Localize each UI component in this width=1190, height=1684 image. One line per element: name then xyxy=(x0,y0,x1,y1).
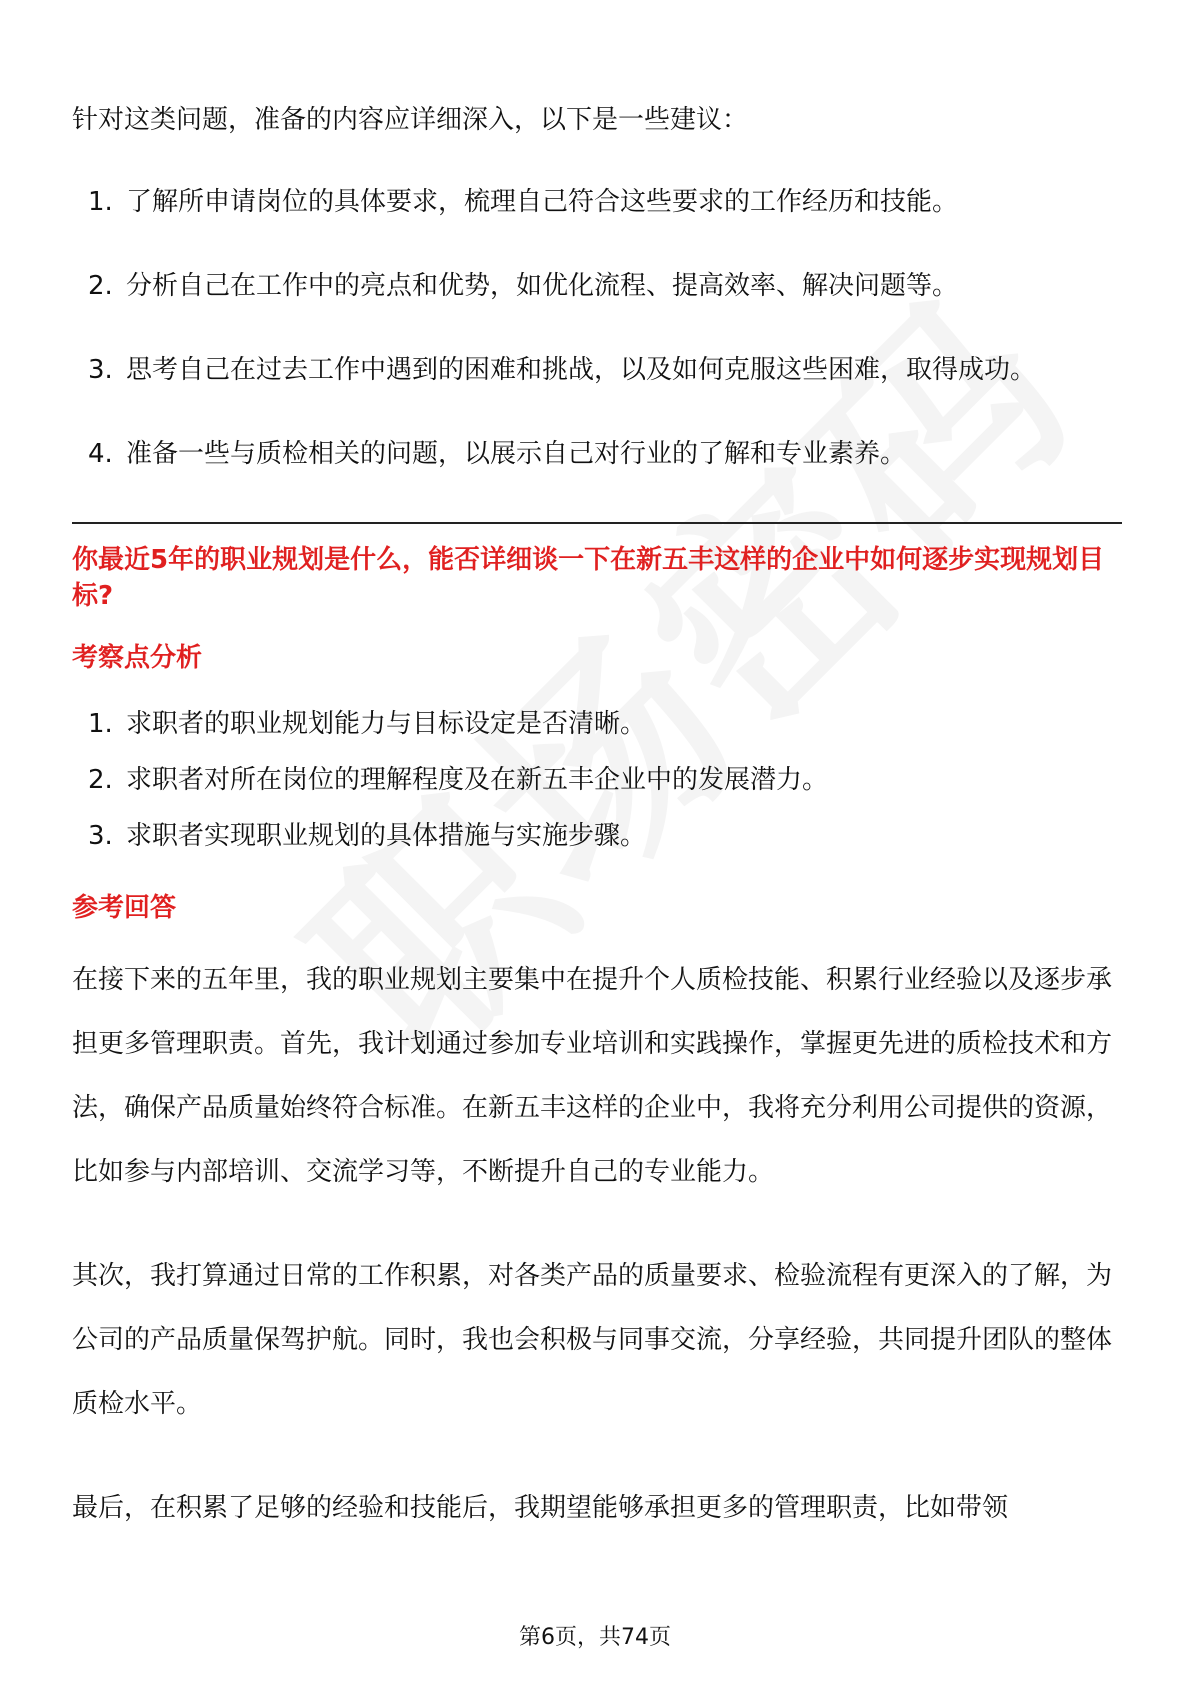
list-item-text: 了解所申请岗位的具体要求，梳理自己符合这些要求的工作经历和技能。 xyxy=(126,187,959,217)
analysis-list xyxy=(72,696,1122,864)
list-number: 3. xyxy=(88,821,113,851)
page-footer: 第6页，共74页 xyxy=(519,1625,671,1650)
list-number: 3. xyxy=(88,355,113,385)
list-item xyxy=(72,752,1122,808)
list-item xyxy=(72,424,1122,484)
answer-paragraph: 最后，在积累了足够的经验和技能后，我期望能够承担更多的管理职责，比如带领 xyxy=(72,1493,1009,1523)
list-number: 2. xyxy=(88,271,113,301)
list-item xyxy=(72,172,1122,232)
list-item-text: 分析自己在工作中的亮点和优势，如优化流程、提高效率、解决问题等。 xyxy=(126,271,959,301)
analysis-heading: 考察点分析 xyxy=(72,643,203,673)
list-item xyxy=(72,340,1122,400)
page-content xyxy=(72,88,1122,1580)
list-item-text: 求职者对所在岗位的理解程度及在新五丰企业中的发展潜力。 xyxy=(126,765,829,795)
list-number: 1. xyxy=(88,709,113,739)
answer-paragraph: 其次，我打算通过日常的工作积累，对各类产品的质量要求、检验流程有更深入的了解，为公司的产品质量保驾护航。同时，我也会积极与同事交流，分享经验，共同提升团队的整体质检水平。 xyxy=(72,1261,1113,1419)
question-heading: 你最近5年的职业规划是什么，能否详细谈一下在新五丰这样的企业中如何逐步实现规划目标? xyxy=(72,545,1105,611)
answer-paragraph: 在接下来的五年里，我的职业规划主要集中在提升个人质检技能、积累行业经验以及逐步承担更多管理职责。首先，我计划通过参加专业培训和实践操作，掌握更先进的质检技术和方法，确保产品质量始终符合标准。在新五丰这样的企业中，我将充分利用公司提供的资源，比如参与内部培训、交流学习等，不断提升自己的专业能力。 xyxy=(72,965,1113,1187)
list-item xyxy=(72,696,1122,752)
intro-paragraph: 针对这类问题，准备的内容应详细深入，以下是一些建议： xyxy=(72,105,749,135)
list-item-text: 求职者的职业规划能力与目标设定是否清晰。 xyxy=(126,709,647,739)
list-item-text: 思考自己在过去工作中遇到的困难和挑战，以及如何克服这些困难，取得成功。 xyxy=(126,355,1037,385)
list-number: 2. xyxy=(88,765,113,795)
answer-body xyxy=(72,948,1122,1540)
list-item-text: 求职者实现职业规划的具体措施与实施步骤。 xyxy=(126,821,647,851)
list-item xyxy=(72,808,1122,864)
answer-heading: 参考回答 xyxy=(72,893,177,923)
section-divider xyxy=(72,522,1122,524)
list-item-text: 准备一些与质检相关的问题，以展示自己对行业的了解和专业素养。 xyxy=(126,439,907,469)
list-number: 1. xyxy=(88,187,113,217)
tips-list xyxy=(72,172,1122,484)
list-item xyxy=(72,256,1122,316)
list-number: 4. xyxy=(88,439,113,469)
